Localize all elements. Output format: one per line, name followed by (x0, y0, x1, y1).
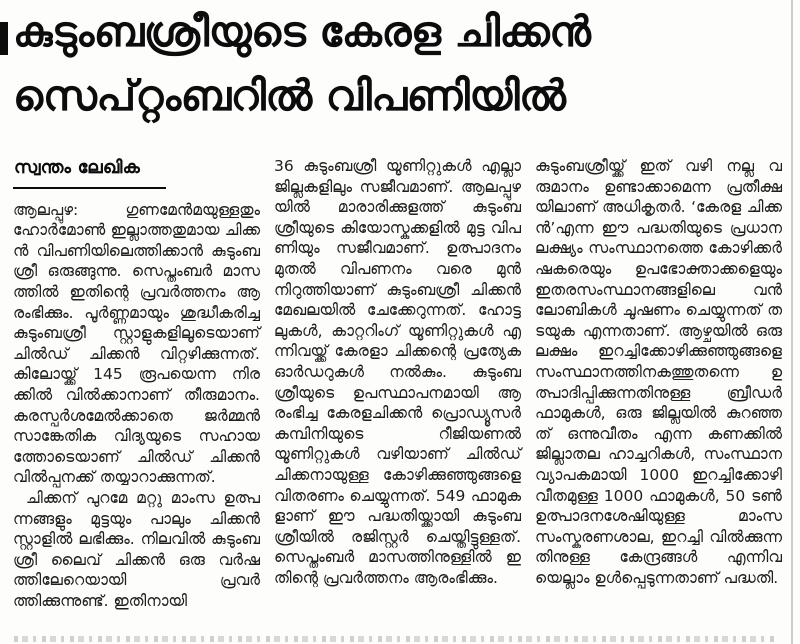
body-paragraph: കുടുംബശ്രീയ്ക്ക് ഇത് വഴി നല്ല വരുമാനം ഉണ്ടാക്കാമെന്ന പ്രതീക്ഷയിലാണ് അധികൃതർ. ‘കേരള ചിക്കൻ’എന്ന ഈ പദ്ധതിയുടെ പ്രധാന ലക്ഷ്യം സംസ്ഥാനത്തെ കോഴിക്കർഷകരെയും ഉപഭോക്താക്കളെയും ഇതരസംസ്ഥാനങ്ങളിലെ വൻ ലോബികൾ ചൂഷണം ചെയ്യുന്നത് തടയുക എന്നതാണ്. ആഴ്ചയിൽ ഒരു ലക്ഷം ഇറച്ചിക്കോഴിക്കുഞ്ഞുങ്ങളെ സംസ്ഥാനത്തിനകത്തുതന്നെ ഉത്പാദിപ്പിക്കുന്നതിനുള്ള ബ്രീഡർഫാമുകൾ, ഒരു ജില്ലയിൽ കുറഞ്ഞത് ഒന്നുവീതം എന്ന കണക്കിൽ ജില്ലാതല ഹാച്ചറികൾ, സംസ്ഥാനവ്യാപകമായി 1000 ഇറച്ചിക്കോഴി വീതമുള്ള 1000 ഫാമുകൾ, 50 ടൺ ഉത്പാദനശേഷിയുള്ള മാംസ സംസ്കരണശാല, ഇറച്ചി വിൽക്കുന്നതിനുള്ള കേന്ദ്രങ്ങൾ എന്നിവയെല്ലാം ഉൾപ്പെടുന്നതാണ് പദ്ധതി. (535, 157, 782, 587)
body-paragraph: 36 കുടുംബശ്രീ യൂണിറ്റുകൾ എല്ലാ ജില്ലകളിലും സജീവമാണ്. ആലപ്പുഴയിൽ മാരാരിക്കുളത്ത് കുടുംബശ്രീയുടെ കിയോസ്കുക്കളിൽ മുട്ട വിപണിയും സജീവമാണ്. ഉത്പാദനം മുതൽ വിപണനം വരെ മുൻ നിറുത്തിയാണ് കുടുംബശ്രീ ചിക്കൻ മേഖലയിൽ ചേക്കേറുന്നത്. ഹോട്ടലുകൾ, കാറ്ററിംഗ് യൂണിറ്റുകൾ എന്നിവയ്ക്ക് കേരളാ ചിക്കന്റെ പ്രത്യേക ഓർഡറുകൾ നൽകും. കുടുംബശ്രീയുടെ ഉപസ്ഥാപനമായി ആരംഭിച്ച കേരളചിക്കൻ പ്രൊഡ്യൂസർ കമ്പിനിയുടെ റീജിയണൽ യൂണിറ്റുകൾ വഴിയാണ് ചിൽഡ് ചിക്കനായുള്ള കോഴിക്കുഞ്ഞുങ്ങളെ വിതരണം ചെയ്യുന്നത്. 549 ഫാമുകളാണ് ഈ പദ്ധതിയ്ക്കായി കുടുംബശ്രീയിൽ രജിസ്റ്റർ ചെയ്തിട്ടുള്ളത്. സെപ്തംബർ മാസത്തിനുള്ളിൽ ഇതിന്റെ പ്രവർത്തനം ആരംഭിക്കും. (274, 157, 521, 587)
article-headline (13, 0, 590, 128)
clipped-text-row (14, 636, 776, 642)
headline-line-1: കുടുംബശ്രീയുടെ കേരള ചിക്കൻ (13, 7, 591, 56)
body-column-3 (535, 156, 782, 611)
column-divider-rule (791, 0, 793, 644)
page-edge-mark (0, 22, 8, 55)
body-paragraph: ചിക്കന് പുറമേ മറ്റു മാംസ ഉത്പന്നങ്ങളും മുട്ടയും പാലും ചിക്കൻ സ്റ്റാളിൽ ലഭിക്കും. നിലവിൽ കുടുംബശ്രീ ലൈവ് ചിക്കൻ ഒരു വർഷത്തിലേറെയായി പ്രവർത്തിക്കുന്നുണ്ട്. ഇതിനായി (13, 488, 260, 610)
headline-line-2: സെപ്റ്റംബറിൽ വിപണിയിൽ (13, 71, 566, 120)
body-paragraph: ആലപ്പുഴ: ഗുണമേൻമയുള്ളതും ഹോർമോൺ ഇല്ലാത്തതുമായ ചിക്കൻ വിപണിയിലെത്തിക്കാൻ കുടുംബശ്രീ ഒരുങ്ങുന്നു. സെപ്തംബർ മാസത്തിൽ ഇതിന്റെ പ്രവർത്തനം ആരംഭിക്കും. പൂർണ്ണമായും ശുദ്ധീകരിച്ച കുടുംബശ്രീ സ്റ്റാളുകളിലൂടെയാണ് ചിൽഡ് ചിക്കൻ വിറ്റഴിക്കുന്നത്. കിലോയ്ക്ക് 145 രൂപയെന്ന നിരക്കിൽ വിൽക്കാനാണ് തീരുമാനം. കരസ്പർശമേൽക്കാതെ ജർമ്മൻ സാങ്കേതിക വിദ്യയുടെ സഹായത്തോടെയാണ് ചിൽഡ് ചിക്കൻ വിൽപ്പനക്ക് തയ്യാറാക്കുന്നത്. (13, 200, 260, 487)
body-column-2 (274, 156, 521, 611)
article-body (13, 156, 784, 611)
body-column-1 (13, 156, 260, 611)
byline: സ്വന്തം ലേഖിക (13, 156, 166, 189)
